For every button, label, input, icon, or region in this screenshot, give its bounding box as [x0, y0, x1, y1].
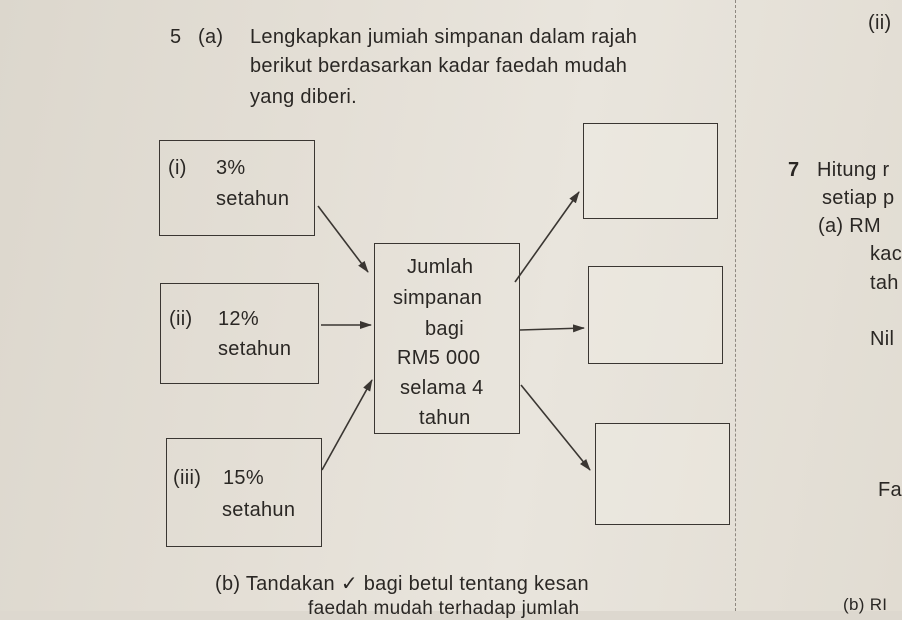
center-line: Jumlah	[407, 256, 474, 278]
rate-box-period: setahun	[222, 499, 296, 521]
question-number: 5	[170, 26, 182, 48]
arrow-center-to-answer-i	[515, 192, 579, 282]
answer-box-iii[interactable]	[595, 423, 730, 525]
page-divider	[735, 0, 736, 611]
arrow-center-to-answer-iii	[521, 385, 590, 470]
q7-number: 7	[788, 159, 800, 181]
rate-box-rate: 12%	[218, 308, 259, 330]
right-top-label: (ii)	[868, 12, 892, 34]
part-b-line-2: faedah mudah terhadap jumlah	[308, 598, 580, 619]
rate-box-label: (ii)	[169, 308, 193, 330]
rate-box-i	[159, 140, 315, 236]
rate-box-rate: 15%	[223, 467, 264, 489]
instruction-line-1: Lengkapkan jumiah simpanan dalam rajah	[250, 26, 638, 48]
answer-box-ii[interactable]	[588, 266, 723, 364]
rate-box-period: setahun	[218, 338, 292, 360]
q7-nil: Nil	[870, 328, 895, 350]
center-line: RM5 000	[397, 347, 481, 369]
right-bottom-label: (b) RI	[843, 595, 888, 614]
arrow-iii-to-center	[322, 380, 372, 470]
q7-tah: tah	[870, 272, 899, 294]
instruction-line-2: berikut berdasarkan kadar faedah mudah	[250, 55, 628, 77]
q7-line-2: setiap p	[822, 187, 895, 209]
rate-box-label: (i)	[168, 157, 187, 179]
q7-fa: Fa	[878, 479, 902, 501]
q7-line-1: Hitung r	[817, 159, 890, 181]
q7-part-a: (a) RM	[818, 215, 881, 237]
part-b-line-1: (b) Tandakan ✓ bagi betul tentang kesan	[215, 573, 589, 595]
center-line: selama 4	[400, 377, 484, 399]
arrow-i-to-center	[318, 206, 368, 272]
rate-box-ii	[160, 283, 319, 384]
rate-box-rate: 3%	[216, 157, 246, 179]
center-line: tahun	[419, 407, 471, 429]
rate-box-label: (iii)	[173, 467, 202, 489]
part-a-label: (a)	[198, 26, 224, 48]
center-savings-box	[374, 243, 520, 434]
q7-kac: kac	[870, 243, 902, 265]
instruction-line-3: yang diberi.	[250, 86, 357, 108]
center-line: bagi	[425, 318, 465, 340]
rate-box-iii	[166, 438, 322, 547]
rate-box-period: setahun	[216, 188, 290, 210]
arrow-center-to-answer-ii	[520, 328, 584, 330]
answer-box-i[interactable]	[583, 123, 718, 219]
center-line: simpanan	[393, 287, 483, 309]
